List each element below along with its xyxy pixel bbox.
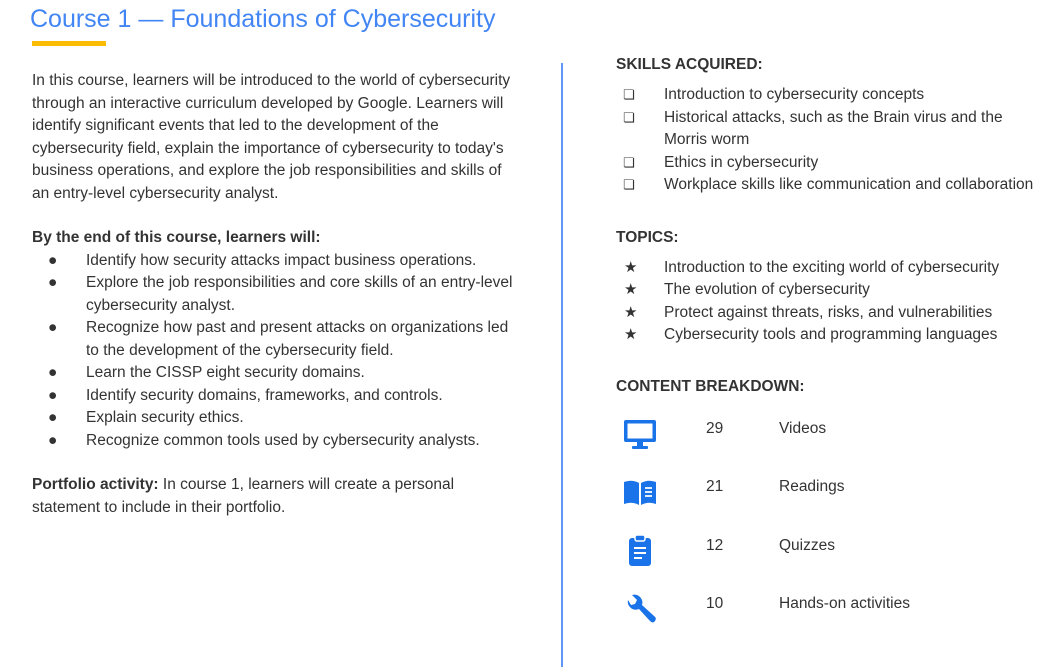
list-item: ● Recognize common tools used by cybersecurity analysts. <box>32 430 517 453</box>
activities-label: Hands-on activities <box>779 595 910 612</box>
outcomes-heading: By the end of this course, learners will: <box>32 229 321 246</box>
page-title: Course 1 — Foundations of Cybersecurity <box>30 5 496 33</box>
topics-list <box>616 257 1041 347</box>
list-item: ❏ Ethics in cybersecurity <box>616 152 1041 175</box>
star-icon: ★ <box>624 281 638 298</box>
content-row-quizzes <box>616 531 1041 590</box>
list-item: ● Identify security domains, frameworks, and controls. <box>32 385 517 408</box>
bullet-icon: ● <box>48 409 58 426</box>
star-icon: ★ <box>624 326 638 343</box>
readings-count: 21 <box>706 478 724 495</box>
activities-count: 10 <box>706 595 724 612</box>
portfolio-text: In course 1, learners will create a personal statement to include in their portfolio. <box>32 476 455 516</box>
outcomes-list <box>32 250 517 453</box>
checkbox-icon: ❏ <box>623 87 635 102</box>
monitor-icon <box>622 416 658 452</box>
intro-paragraph: In this course, learners will be introduced to the world of cybersecurity through an interactive curriculum developed by Google. Learners will identify significant events that led to the development of the cybersecurity field, explain the importance of cybersecurity to today's business operations, and explore the job responsibilities and skills of an entry-level cybersecurity analyst. <box>32 72 511 202</box>
course-description <box>32 70 517 519</box>
quizzes-count: 12 <box>706 536 724 554</box>
star-icon: ★ <box>624 303 638 321</box>
book-icon <box>622 474 658 510</box>
bullet-icon: ● <box>48 386 58 404</box>
content-breakdown <box>616 414 1041 648</box>
clipboard-icon <box>622 533 658 569</box>
bullet-icon: ● <box>48 319 58 336</box>
column-divider <box>561 63 563 667</box>
bullet-icon: ● <box>48 274 58 291</box>
checkbox-icon: ❏ <box>623 154 635 170</box>
list-item: ★ Introduction to the exciting world of cybersecurity <box>616 257 1041 280</box>
title-underline <box>32 41 106 46</box>
bullet-icon: ● <box>48 431 58 449</box>
wrench-icon <box>622 591 658 627</box>
list-item: ● Explain security ethics. <box>32 407 517 430</box>
list-item: ● Recognize how past and present attacks on organizations led to the development of the cybersecurity field. <box>48 319 509 359</box>
content-row-activities <box>616 589 1041 648</box>
videos-count: 29 <box>706 419 724 437</box>
checkbox-icon: ❏ <box>623 109 635 125</box>
list-item: ❏ Workplace skills like communication and collaboration <box>616 174 1041 197</box>
list-item: ❏ Introduction to cybersecurity concepts <box>616 84 1041 107</box>
list-item: ● Identify how security attacks impact business operations. <box>32 250 517 273</box>
list-item: ★ Protect against threats, risks, and vulnerabilities <box>616 302 1041 325</box>
skills-list <box>616 84 1041 197</box>
bullet-icon: ● <box>48 251 58 269</box>
list-item: ❏ Historical attacks, such as the Brain virus and the Morris worm <box>623 108 1003 148</box>
checkbox-icon: ❏ <box>623 177 635 192</box>
content-row-readings <box>616 472 1041 531</box>
list-item: ★ Cybersecurity tools and programming languages <box>616 324 1041 347</box>
list-item: ● Learn the CISSP eight security domains. <box>32 362 517 385</box>
star-icon: ★ <box>624 258 638 276</box>
bullet-icon: ● <box>48 364 58 381</box>
videos-label: Videos <box>779 419 827 437</box>
readings-label: Readings <box>779 478 845 495</box>
portfolio-label: Portfolio activity: <box>32 476 159 493</box>
quizzes-label: Quizzes <box>779 536 835 554</box>
topics-heading: TOPICS: <box>616 228 679 246</box>
course-details <box>616 54 1041 648</box>
list-item: ● Explore the job responsibilities and core skills of an entry-level cybersecurity analyst. <box>48 274 513 314</box>
list-item: ★ The evolution of cybersecurity <box>616 279 1041 302</box>
content-heading: CONTENT BREAKDOWN: <box>616 377 805 395</box>
content-row-videos <box>616 414 1041 473</box>
skills-heading: SKILLS ACQUIRED: <box>616 56 763 73</box>
portfolio-activity <box>32 474 517 519</box>
